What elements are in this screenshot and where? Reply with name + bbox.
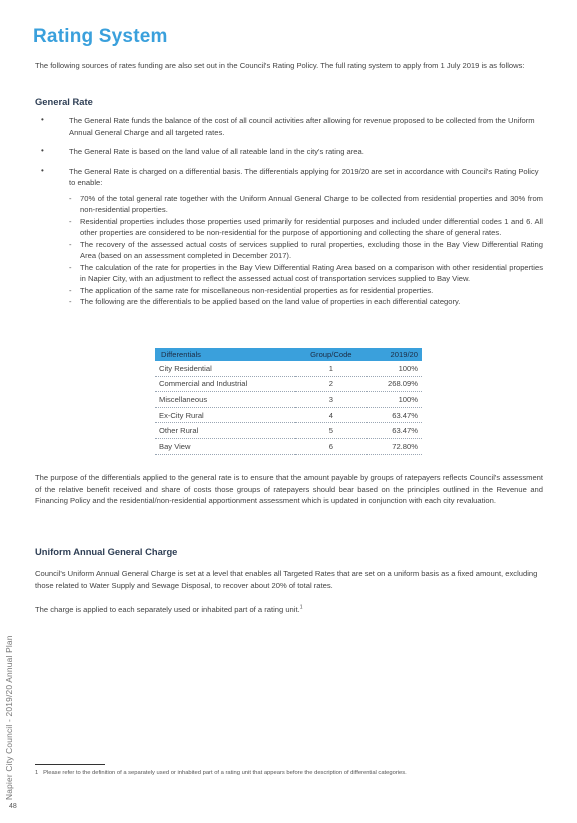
sub-item: - 70% of the total general rate together with the Uniform Annual General Charge to be collected from residential properties and 30% from non-residential properties. xyxy=(69,193,543,216)
cell-code: 4 xyxy=(295,407,367,423)
differentials-table xyxy=(155,348,422,455)
footnote-divider xyxy=(35,764,105,765)
sub-item: - The following are the differentials to be applied based on the land value of properties in each differential category. xyxy=(69,296,543,308)
uagc-heading: Uniform Annual General Charge xyxy=(35,546,178,557)
uagc-charge-text: The charge is applied to each separately used or inhabited part of a rating unit. xyxy=(35,605,300,614)
general-rate-bullets xyxy=(35,115,543,316)
table-row xyxy=(155,376,422,392)
page-number: 48 xyxy=(9,803,17,810)
differentials-purpose-paragraph: The purpose of the differentials applied to the general rate is to ensure that the amount payable by groups of ratepayers reflects Council's assessment of the relative benefit received and share of costs those groups of ratepayers should bear based on the principles outlined in the Revenue and Financing Policy and the residential/non-residential apportionment assessment which is updated in conjunction with each city revaluation. xyxy=(35,473,543,505)
sub-item: - Residential properties includes those properties used primarily for residential purposes and included under differential codes 1 and 6. All other properties are considered to be non-residential for the purpose of apportioning and collecting the share of general rates. xyxy=(69,216,543,239)
sub-item: - The recovery of the assessed actual costs of services supplied to rural properties, excluding those in the Bay View Differential Rating Area (based on an assessment completed in December 2017). xyxy=(69,239,543,262)
cell-code: 5 xyxy=(295,423,367,439)
bullet-text: • The General Rate is based on the land value of all rateable land in the city's rating area. xyxy=(69,147,364,156)
differential-sub-list xyxy=(69,193,543,308)
cell-differential: Commercial and Industrial xyxy=(155,376,295,392)
cell-differential: City Residential xyxy=(155,361,295,376)
cell-differential: Ex-City Rural xyxy=(155,407,295,423)
cell-value: 100% xyxy=(367,392,422,408)
page-title: Rating System xyxy=(33,26,168,47)
sub-item: - The calculation of the rate for properties in the Bay View Differential Rating Area based on a comparison with other residential properties in Napier City, with an adjustment to reflect the assessed actual cost of transportation services supplied to Bay View. xyxy=(69,262,543,285)
table-row xyxy=(155,361,422,376)
column-header-2019-20: 2019/20 xyxy=(367,348,422,361)
cell-value: 63.47% xyxy=(367,407,422,423)
cell-differential: Miscellaneous xyxy=(155,392,295,408)
table-row xyxy=(155,392,422,408)
sub-item: - The application of the same rate for miscellaneous non-residential properties as for residential properties. xyxy=(69,285,543,297)
cell-differential: Other Rural xyxy=(155,423,295,439)
bullet-text: • The General Rate is charged on a differential basis. The differentials applying for 2019/20 are set in accordance with Council's Rating Policy to enable: xyxy=(69,166,539,187)
cell-value: 268.09% xyxy=(367,376,422,392)
column-header-group-code: Group/Code xyxy=(295,348,367,361)
cell-value: 100% xyxy=(367,361,422,376)
cell-code: 2 xyxy=(295,376,367,392)
table-header-row xyxy=(155,348,422,361)
uagc-charge-paragraph xyxy=(35,604,543,616)
cell-differential: Bay View xyxy=(155,438,295,454)
bullet-item xyxy=(35,166,543,308)
footnote xyxy=(35,770,407,776)
cell-code: 6 xyxy=(295,438,367,454)
bullet-text: • The General Rate funds the balance of the cost of all council activities after allowing for revenue proposed to be collected from the Uniform Annual General Charge and all targeted rates. xyxy=(69,116,535,137)
uagc-paragraph: Council's Uniform Annual General Charge is set at a level that enables all Targeted Rates that are set on a uniform basis as a fixed amount, excluding those related to Water Supply and Sewage Disposal, to recover about 20% of total rates. xyxy=(35,569,538,590)
footnote-number: 1 xyxy=(35,770,39,776)
bullet-item xyxy=(35,115,543,138)
table-row xyxy=(155,438,422,454)
table-row xyxy=(155,407,422,423)
document-sidebar-title: Napier City Council - 2019/20 Annual Plan xyxy=(4,635,14,800)
column-header-differentials: Differentials xyxy=(155,348,295,361)
table-row xyxy=(155,423,422,439)
footnote-reference[interactable]: 1 xyxy=(299,604,303,611)
intro-paragraph: The following sources of rates funding are also set out in the Council's Rating Policy. The full rating system to apply from 1 July 2019 is as follows: xyxy=(35,61,525,70)
cell-code: 3 xyxy=(295,392,367,408)
footnote-text: Please refer to the definition of a separately used or inhabited part of a rating unit that appears before the description of differential categories. xyxy=(43,770,407,776)
cell-value: 72.80% xyxy=(367,438,422,454)
general-rate-heading: General Rate xyxy=(35,96,93,107)
cell-code: 1 xyxy=(295,361,367,376)
bullet-item xyxy=(35,146,543,158)
cell-value: 63.47% xyxy=(367,423,422,439)
